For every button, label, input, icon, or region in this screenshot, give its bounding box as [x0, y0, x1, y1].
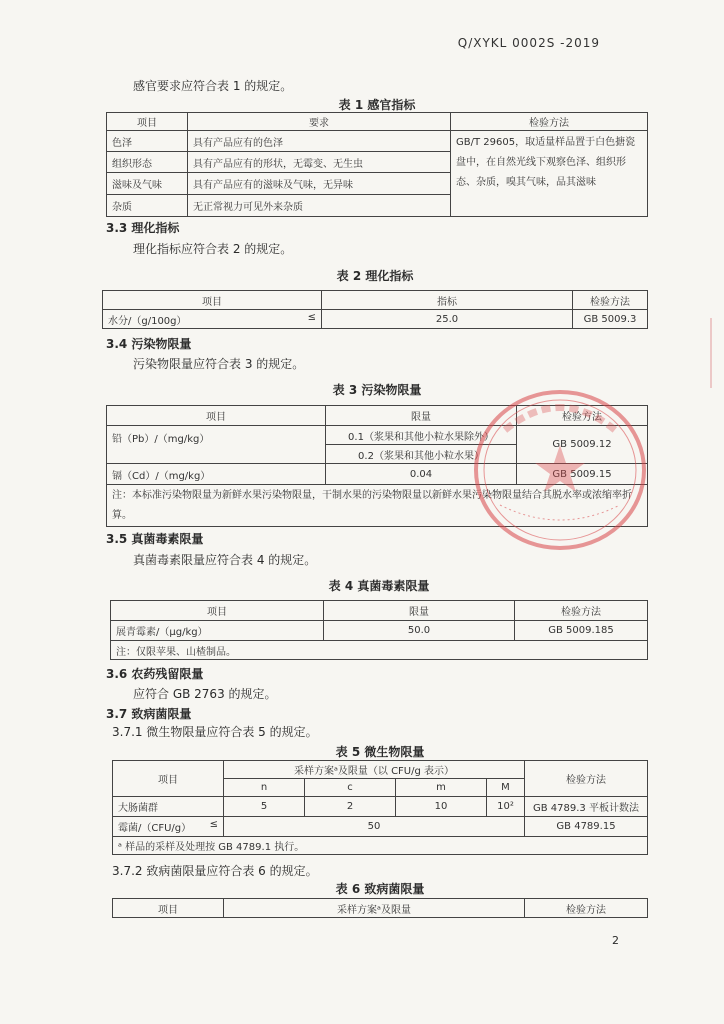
section-3-4-text: 污染物限量应符合表 3 的规定。: [133, 357, 305, 371]
table5-coliform-m: 10: [396, 797, 487, 817]
table5-mold-limit: 50: [224, 817, 525, 837]
table3-lead-limit-2: 0.2（浆果和其他小粒水果）: [326, 445, 517, 464]
table2: [102, 290, 648, 329]
table1-method-cell: GB/T 29605，取适量样品置于白色搪瓷盘中，在自然光线下观察色泽、组织形态、杂质，嗅其气味，品其滋味: [451, 131, 648, 217]
table3-lead-item: 铅（Pb）/（mg/kg）: [107, 426, 326, 464]
table2-header-index: 指标: [322, 291, 573, 310]
table5-coliform-method: GB 4789.3 平板计数法: [525, 797, 648, 817]
table4-header-method: 检验方法: [515, 601, 648, 621]
table1-header-requirement: 要求: [188, 113, 451, 131]
table5-sub-n: n: [224, 779, 305, 797]
table1-header-item: 项目: [107, 113, 188, 131]
table5-note: ᵃ 样品的采样及处理按 GB 4789.1 执行。: [113, 837, 648, 855]
table5-mold-operator: ≤: [209, 819, 218, 830]
table2-header-item: 项目: [103, 291, 322, 310]
table1-cell: 滋味及气味: [107, 173, 188, 195]
table1-caption: 表 1 感官指标: [338, 98, 416, 112]
table2-caption: 表 2 理化指标: [336, 269, 414, 283]
table1-cell: 组织形态: [107, 152, 188, 173]
table1: [106, 112, 648, 217]
table5-sub-M: M: [487, 779, 525, 797]
table3-caption: 表 3 污染物限量: [332, 383, 422, 397]
table3-lead-limit-1: 0.1（浆果和其他小粒水果除外）: [326, 426, 517, 445]
section-3-3-text: 理化指标应符合表 2 的规定。: [133, 242, 293, 256]
table4-header-item: 项目: [111, 601, 324, 621]
section-3-6-text: 应符合 GB 2763 的规定。: [133, 687, 277, 701]
company-seal-stamp: [470, 385, 650, 555]
table5-coliform-c: 2: [305, 797, 396, 817]
table5-header-plan: 采样方案ᵃ及限量（以 CFU/g 表示）: [224, 761, 525, 779]
table3-header-item: 项目: [107, 406, 326, 426]
table1-cell: 杂质: [107, 195, 188, 217]
table2-value: 25.0: [322, 310, 573, 329]
table5-header-item: 项目: [113, 761, 224, 797]
table6-header-item: 项目: [113, 899, 224, 918]
table4-caption: 表 4 真菌毒素限量: [328, 579, 430, 593]
table6: [112, 898, 648, 918]
table2-operator: ≤: [307, 311, 316, 323]
document-code: Q/XYKL 0002S -2019: [457, 36, 600, 50]
table4-header-limit: 限量: [324, 601, 515, 621]
table4-note: 注：仅限苹果、山楂制品。: [111, 641, 648, 660]
table5-coliform-item: 大肠菌群: [113, 797, 224, 817]
table2-header-method: 检验方法: [573, 291, 648, 310]
section-3-6-title: 3.6 农药残留限量: [106, 667, 204, 681]
table6-header-method: 检验方法: [525, 899, 648, 918]
table2-method: GB 5009.3: [573, 310, 648, 329]
table1-cell: 具有产品应有的形状，无霉变、无生虫: [188, 152, 451, 173]
section-3-3-title: 3.3 理化指标: [106, 221, 180, 235]
table3-note: 注：本标准污染物限量为新鲜水果污染物限量，干制水果的污染物限量以新鲜水果污染物限量结合其脱水率或浓缩率折算。: [107, 485, 648, 527]
table5-mold-item: 霉菌/（CFU/g）: [118, 823, 192, 834]
table5-coliform-n: 5: [224, 797, 305, 817]
table1-cell: 具有产品应有的色泽: [188, 131, 451, 152]
section-3-4-title: 3.4 污染物限量: [106, 337, 192, 351]
table5-mold-method: GB 4789.15: [525, 817, 648, 837]
table5-coliform-M: 10²: [487, 797, 525, 817]
table4: [110, 600, 648, 660]
table1-cell: 色泽: [107, 131, 188, 152]
table3-cadmium-item: 镉（Cd）/（mg/kg）: [107, 464, 326, 485]
table1-cell: 具有产品应有的滋味及气味，无异味: [188, 173, 451, 195]
table3-cadmium-limit: 0.04: [326, 464, 517, 485]
page-number: 2: [612, 934, 619, 947]
table6-caption: 表 6 致病菌限量: [335, 882, 425, 896]
table5-header-method: 检验方法: [525, 761, 648, 797]
table2-item: 水分/（g/100g）: [108, 315, 187, 327]
table4-limit: 50.0: [324, 621, 515, 641]
table1-cell: 无正常视力可见外来杂质: [188, 195, 451, 217]
section-3-7-title: 3.7 致病菌限量: [106, 707, 192, 721]
table3-header-limit: 限量: [326, 406, 517, 426]
table4-method: GB 5009.185: [515, 621, 648, 641]
table6-header-plan: 采样方案ᵃ及限量: [224, 899, 525, 918]
page-edge-mark: [710, 318, 724, 388]
section-3-7-1-text: 3.7.1 微生物限量应符合表 5 的规定。: [112, 725, 318, 739]
table5: [112, 760, 648, 855]
table4-item: 展青霉素/（μg/kg）: [111, 621, 324, 641]
table5-sub-c: c: [305, 779, 396, 797]
table5-caption: 表 5 微生物限量: [335, 745, 425, 759]
section-3-5-text: 真菌毒素限量应符合表 4 的规定。: [133, 553, 317, 567]
table3-header-method: 检验方法: [517, 406, 648, 426]
section-3-5-title: 3.5 真菌毒素限量: [106, 532, 204, 546]
intro-text: 感官要求应符合表 1 的规定。: [133, 79, 293, 93]
table3-lead-method: GB 5009.12: [517, 426, 648, 464]
section-3-7-2-text: 3.7.2 致病菌限量应符合表 6 的规定。: [112, 864, 318, 878]
table3-cadmium-method: GB 5009.15: [517, 464, 648, 485]
table1-header-method: 检验方法: [451, 113, 648, 131]
table5-sub-m: m: [396, 779, 487, 797]
